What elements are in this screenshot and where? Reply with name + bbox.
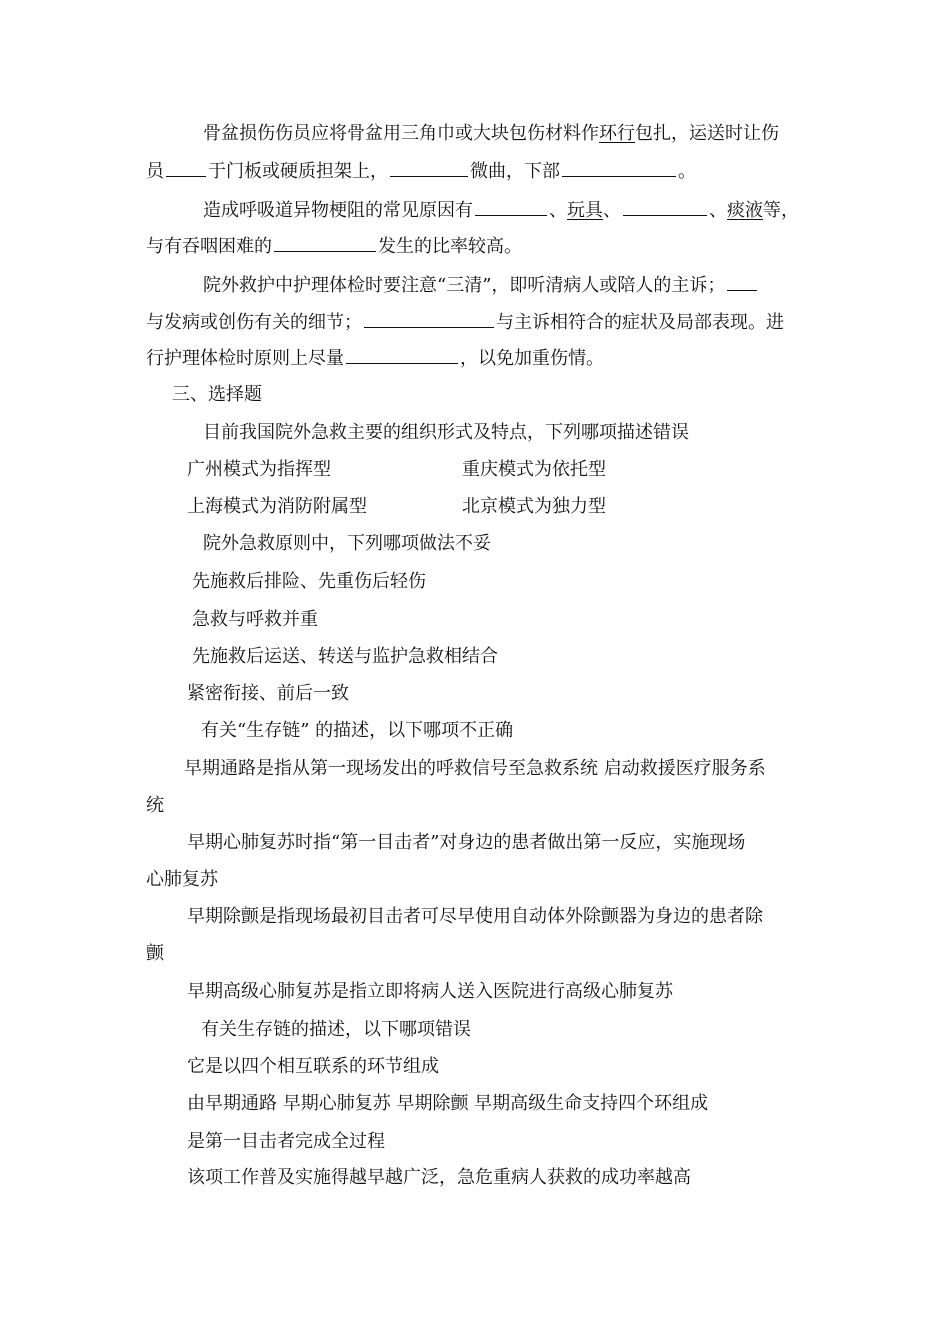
q1-text: 包扎，运送时让伤 [635,123,779,144]
q1-text: 于门板或硬质担架上， [208,161,388,182]
option-text[interactable]: 该项工作普及实施得越早越广泛，急危重病人获救的成功率越高 [187,1167,691,1188]
option-text[interactable]: 广州模式为指挥型 [187,459,331,480]
fill-in-q3-line2 [146,309,784,335]
question-stem: 院外急救原则中，下列哪项做法不妥 [203,533,491,554]
option-text[interactable]: 先施救后排险、先重伤后轻伤 [192,571,426,592]
q2-text: 发生的比率较高。 [378,236,522,257]
option-text-continued[interactable]: 心肺复苏 [146,869,218,890]
question-stem: 有关生存链的描述，以下哪项错误 [201,1019,471,1040]
option-text[interactable]: 重庆模式为依托型 [462,459,606,480]
option-text[interactable]: 由早期通路 早期心肺复苏 早期除颤 早期高级生命支持四个环组成 [187,1093,709,1114]
q2-text: 造成呼吸道异物梗阻的常见原因有 [203,200,473,221]
q1-text: 。 [678,161,696,182]
question-stem: 目前我国院外急救主要的组织形式及特点，下列哪项描述错误 [203,422,689,443]
option-text-continued[interactable]: 统 [146,795,164,816]
answer-blank[interactable] [274,233,376,252]
q3-text: ，以免加重伤情。 [460,348,604,369]
option-text[interactable]: 紧密衔接、前后一致 [187,683,349,704]
option-text[interactable]: 早期通路是指从第一现场发出的呼救信号至急救系统 启动救援医疗服务系 [184,758,766,779]
option-text[interactable]: 北京模式为独力型 [462,496,606,517]
q3-text: 行护理体检时原则上尽量 [146,348,344,369]
q2-text: 等， [763,200,799,221]
fill-in-q3-line3 [146,345,604,371]
option-text[interactable]: 早期心肺复苏时指“第一目击者”对身边的患者做出第一反应，实施现场 [187,832,746,853]
option-text[interactable]: 早期高级心肺复苏是指立即将病人送入医院进行高级心肺复苏 [187,981,673,1002]
option-text[interactable]: 先施救后运送、转送与监护急救相结合 [192,646,498,667]
option-text[interactable]: 上海模式为消防附属型 [187,496,367,517]
q3-text: 与发病或创伤有关的细节； [146,312,362,333]
fill-in-q1-line2 [146,158,696,184]
q1-text: 骨盆损伤伤员应将骨盆用三角巾或大块包伤材料作 [203,123,599,144]
q2-text: 、 [709,200,727,221]
answer-blank[interactable] [166,158,206,177]
section-title: 三、选择题 [172,384,262,405]
fill-in-q2-line2 [146,233,522,259]
fill-in-q1-line1 [203,122,779,146]
option-text-continued[interactable]: 颤 [146,943,164,964]
q1-text: 微曲，下部 [470,161,560,182]
question-stem: 有关“生存链” 的描述，以下哪项不正确 [201,720,514,741]
q1-text: 员 [146,161,164,182]
option-text[interactable]: 它是以四个相互联系的环节组成 [187,1056,439,1077]
q2-text: 与有吞咽困难的 [146,236,272,257]
answer-blank[interactable] [390,158,468,177]
option-text[interactable]: 急救与呼救并重 [192,609,318,630]
q2-text: 、 [603,200,621,221]
option-text[interactable]: 早期除颤是指现场最初目击者可尽早使用自动体外除颤器为身边的患者除 [187,906,763,927]
q3-text: 院外救护中护理体检时要注意“三清”，即听清病人或陪人的主诉； [203,275,726,296]
q2-underlined-term: 痰液 [727,200,763,221]
answer-blank[interactable] [475,197,547,216]
answer-blank[interactable] [364,309,494,328]
option-text[interactable]: 是第一目击者完成全过程 [187,1131,385,1152]
fill-in-q3-line1 [203,272,759,298]
answer-blank[interactable] [727,272,757,291]
answer-blank[interactable] [562,158,676,177]
fill-in-q2-line1 [203,197,799,223]
answer-blank[interactable] [346,345,458,364]
q2-text: 、 [549,200,567,221]
q3-text: 与主诉相符合的症状及局部表现。进 [496,312,784,333]
q2-underlined-term: 玩具 [567,200,603,221]
answer-blank[interactable] [623,197,707,216]
q1-underlined-term: 环行 [599,123,635,144]
